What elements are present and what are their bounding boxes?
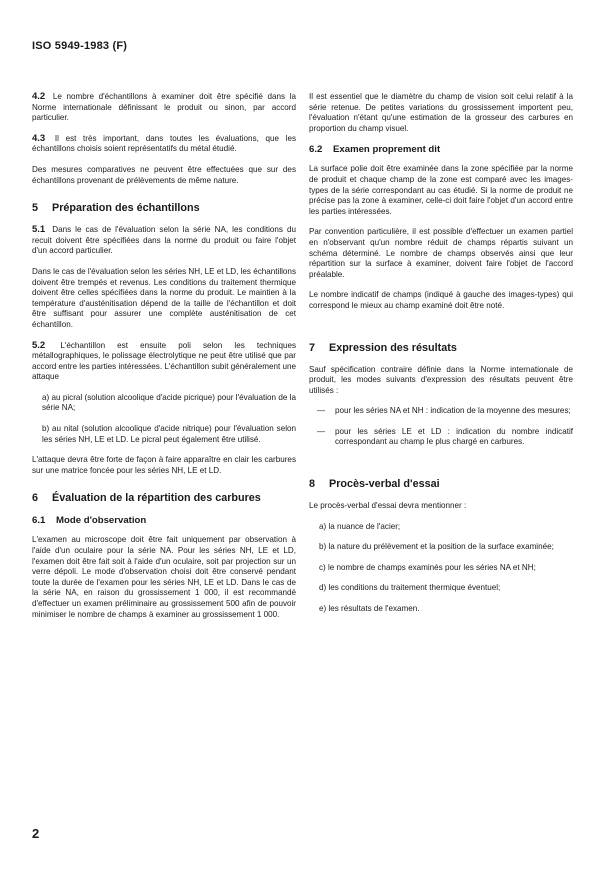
page-number: 2 xyxy=(32,826,40,841)
list-item-c: c) le nombre de champs examinés pour les séries NA et NH; xyxy=(319,562,536,572)
section-number: 6 xyxy=(32,492,39,505)
clause-5-1 xyxy=(32,225,296,257)
section-5-heading xyxy=(32,202,296,214)
paragraph: Par convention particulière, il est possible d'effectuer un examen partiel en n'observant qu'un nombre réduit de champs répartis suivant un schéma déterminé. Le nombre de champs observés ainsi que leur répartition sur la surface à examiner, doivent faire l'objet de l'accord préalable. xyxy=(309,227,573,279)
subsection-6-2-heading xyxy=(309,144,573,155)
section-number: 7 xyxy=(309,341,316,354)
subsection-6-1-heading xyxy=(32,515,296,526)
list-item-e: e) les résultats de l'examen. xyxy=(319,604,420,614)
paragraph: L'examen au microscope doit être fait uniquement par observation à l'aide d'un oculaire pour la série NA. Pour les séries NH, LE et LD, l'examen doit être fait soit à l'aide d'un oculaire, soit par projection sur un verre dépoli. Le mode d'observation choisi doit être conservé pendant toute la durée de l'examen pour les séries NH, LE et LD. Dans le cas de la série NA, en raison du grossissement 1 000, il est recommandé d'effectuer un examen préliminaire au grossissement 500 afin de pouvoir minimiser le nombre de champs à examiner au grossissement 1 000. xyxy=(32,535,296,619)
paragraph: Le nombre indicatif de champs (indiqué à gauche des images-types) qui correspond le mieux au champ examiné doit être noté. xyxy=(309,290,573,310)
clause-text: Dans le cas de l'évaluation selon la série NA, les conditions du recuit doivent être spécifiées dans la norme du produit ou faire l'objet d'un accord particulier. xyxy=(32,225,297,256)
section-number: 8 xyxy=(309,478,316,491)
section-7-heading xyxy=(309,342,573,354)
list-item-text: pour les séries LE et LD : indication du nombre indicatif correspondant au champ le plus chargé en carbures. xyxy=(335,426,573,447)
section-6-heading xyxy=(32,492,296,504)
dash-list-item xyxy=(309,427,573,448)
clause-number: 5.2 xyxy=(32,339,46,351)
left-column xyxy=(32,92,296,630)
paragraph: Sauf spécification contraire définie dans la Norme internationale de produit, les modes suivants d'expression des résultats peuvent être utilisés : xyxy=(309,364,573,395)
paragraph: La surface polie doit être examinée dans la zone spécifiée par la norme de produit et chaque champ de la zone est comparé avec les images-types de la série correspondant au cas étudié. Si la norme de produit ne précise pas la zone à examiner, celle-ci doit faire l'objet d'un accord entre les parties intéressées. xyxy=(309,164,573,216)
dash-bullet: — xyxy=(317,406,326,416)
list-item-text: pour les séries NA et NH : indication de la moyenne des mesures; xyxy=(335,406,571,416)
section-number: 5 xyxy=(32,202,39,215)
paragraph: L'attaque devra être forte de façon à faire apparaître en clair les carbures sur une matrice foncée pour les séries NH, LE et LD. xyxy=(32,455,296,475)
subsection-title: Mode d'observation xyxy=(56,515,147,527)
clause-number: 4.2 xyxy=(32,91,46,102)
paragraph: Le procès-verbal d'essai devra mentionner : xyxy=(309,501,467,511)
section-title: Préparation des échantillons xyxy=(52,202,200,215)
right-column xyxy=(309,92,573,625)
subsection-number: 6.2 xyxy=(309,144,323,156)
subsection-number: 6.1 xyxy=(32,515,46,527)
section-title: Évaluation de la répartition des carbures xyxy=(52,492,261,505)
paragraph: Des mesures comparatives ne peuvent être effectuées que sur des échantillons provenant de prélèvements de même nature. xyxy=(32,164,296,185)
list-item-a: a) la nuance de l'acier; xyxy=(319,521,401,531)
paragraph: Dans le cas de l'évaluation selon les séries NH, LE et LD, les échantillons doivent être trempés et revenus. Les conditions du traitement thermique doivent être celles spécifiées dans la norme du produit. Le maintien à la température d'austénitisation dépend de la taille de l'échantillon et doit être suffisant pour assurer une complète austénitisation de cet échantillon. xyxy=(32,266,296,329)
list-item-b: b) au nital (solution alcoolique d'acide nitrique) pour l'évaluation selon les séries NH, LE et LD. Le picral peut également être utilisé. xyxy=(42,424,296,444)
clause-number: 4.3 xyxy=(32,132,46,144)
dash-bullet: — xyxy=(317,426,326,436)
list-item-a: a) au picral (solution alcoolique d'acide picrique) pour l'évaluation de la série NA; xyxy=(42,392,296,413)
section-title: Expression des résultats xyxy=(329,341,457,354)
clause-4-3 xyxy=(32,134,296,155)
clause-4-2 xyxy=(32,92,296,124)
list-item-b: b) la nature du prélèvement et la position de la surface examinée; xyxy=(319,542,554,552)
section-8-heading xyxy=(309,478,573,490)
clause-5-2 xyxy=(32,341,296,383)
dash-list-item xyxy=(309,406,573,417)
document-header: ISO 5949-1983 (F) xyxy=(32,40,128,52)
clause-text: Le nombre d'échantillons à examiner doit être spécifié dans la Norme internationale définissant le produit ou sinon, par accord particulier. xyxy=(32,92,297,123)
clause-number: 5.1 xyxy=(32,224,46,236)
subsection-title: Examen proprement dit xyxy=(333,144,441,156)
clause-text: Il est très important, dans toutes les évaluations, que les échantillons choisis soient représentatifs du métal étudié. xyxy=(32,133,297,154)
paragraph: Il est essentiel que le diamètre du champ de vision soit celui relatif à la série retenue. De petites variations du grossissement importent peu, l'évaluation n'étant qu'une estimation de la grosseur des carbures en proportion du champ visuel. xyxy=(309,92,573,133)
section-title: Procès-verbal d'essai xyxy=(329,478,440,491)
list-item-d: d) les conditions du traitement thermique éventuel; xyxy=(319,583,501,593)
clause-text: L'échantillon est ensuite poli selon les techniques métallographiques, le polissage électrolytique ne peut être utilisé que par accord entre les parties intéressées. L'échantillon subit généralement une attaque xyxy=(32,340,297,382)
